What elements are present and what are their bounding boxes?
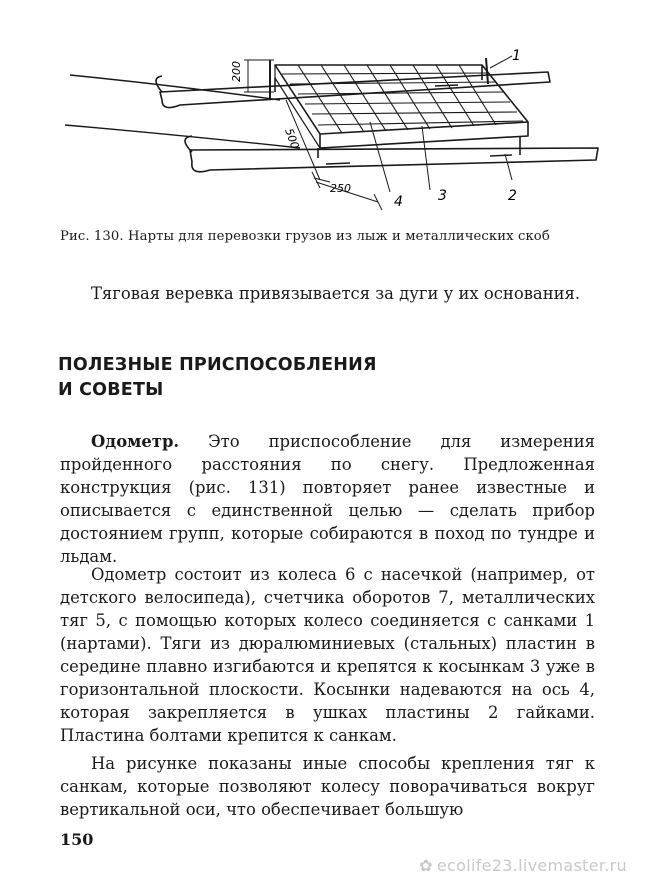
callout-4: 4: [394, 194, 403, 210]
front-ski: [190, 148, 598, 172]
odometer-intro-text: Это приспособление для измерения пройденного расстояния по снегу. Предложенная конструкция (рис. 131) повторяет ранее известные и описывается с единственной целью — сделать прибор достоянием групп, которые собираются в поход по тундре и льдам.: [60, 432, 595, 566]
paragraph-odometer-intro: [60, 430, 595, 568]
flower-icon: ✿: [419, 856, 433, 875]
paragraph-mounting-methods: На рисунке показаны иные способы крепления тяг к санкам, которые позволяют колесу поворачиваться вокруг вертикальной оси, что обеспечивает большую: [60, 754, 595, 819]
sledge-drawing: [50, 30, 610, 220]
dim-length: 500: [282, 126, 302, 151]
caption-text: Нарты для перевозки грузов из лыж и металлических скоб: [128, 229, 550, 244]
caption-label: Рис. 130.: [60, 229, 124, 244]
paragraph-odometer-construction: Одометр состоит из колеса 6 с насечкой (например, от детского велосипеда), счетчика оборотов 7, металлических тяг 5, с помощью которых колесо соединяется с санками 1 (нартами). Тяги из дюралюминиевых (стальных) пластин в середине плавно изгибаются и крепятся к косынкам 3 уже в горизонтальной плоскости. Косынки надеваются на ось 4, которая закрепляется в ушках пластины 2 гайками. Пластина болтами крепится к санкам.: [60, 565, 595, 745]
callout-1: 1: [512, 48, 521, 64]
watermark: [419, 856, 627, 875]
dim-height: 200: [230, 61, 243, 82]
dim-width: 250: [330, 182, 351, 195]
page-number: 150: [60, 830, 94, 849]
callout-2: 2: [508, 188, 517, 204]
odometer-lead: Одометр.: [91, 432, 180, 451]
paragraph-tow-rope: Тяговая веревка привязывается за дуги у их основания.: [91, 284, 581, 303]
heading-line-2: И СОВЕТЫ: [58, 380, 164, 400]
callout-3: 3: [438, 188, 447, 204]
section-heading: [58, 353, 458, 403]
watermark-text: ecolife23.livemaster.ru: [436, 856, 627, 875]
figure-sledge: [50, 30, 610, 220]
heading-line-1: ПОЛЕЗНЫЕ ПРИСПОСОБЛЕНИЯ: [58, 355, 377, 375]
figure-caption: [60, 228, 595, 245]
